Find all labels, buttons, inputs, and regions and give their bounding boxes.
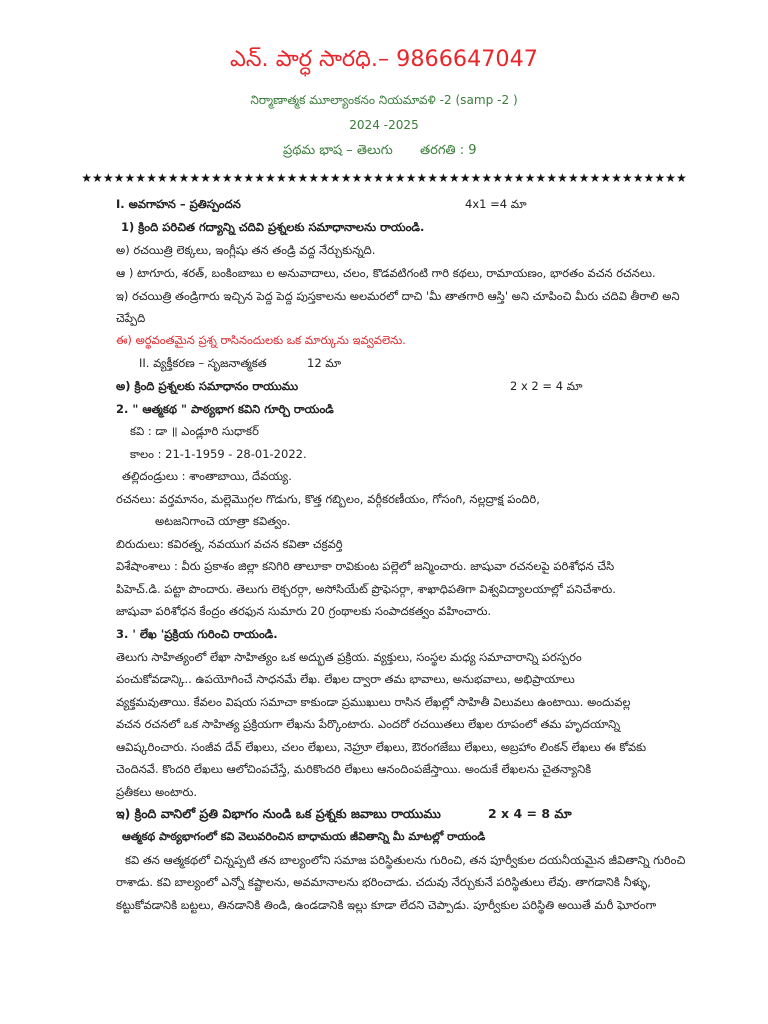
language-label: ప్రథమ భాష – తెలుగు [283, 143, 393, 158]
poet-details-line1: విశేషాంశాలు : వీరు ప్రకాశం జిల్లా కనిగిరి తాలూకా రావికుంట పల్లెలో జన్మించారు. జాషువా రచనలపై పరిశోధన చేసి [116, 559, 615, 573]
question-2: 2. " ఆత్మకథ " పాఠ్యభాగ కవిని గూర్చి రాయండి [116, 402, 334, 416]
answer-para-line1: కవి తన ఆత్మకథలో చిన్నప్పటి తన బాల్యంలోని సమాజ పరిస్థితులను గురించి, తన పూర్వీకుల దయనీయమైన జీవితాన్ని గురించి [125, 853, 686, 867]
letter-answer-line4: వచన రచనలో ఒక సాహిత్య ప్రక్రియగా లేఖను పేర్కొంటారు. ఎందరో రచయితలు లేఖల రూపంలో తమ హృదయాన్ని [116, 717, 621, 731]
answer-a: అ) రచయిత్రి లెక్కలు, ఇంగ్లీషు తన తండ్రి వద్ద నేర్చుకున్నది. [116, 243, 376, 257]
letter-answer-line2: పంచుకోవడాన్కి.. ఉపయోగించే సాధనమే లేఖ. లేఖల ద్వారా తమ భావాలు, అనుభవాలు, అభిప్రాయాలు [116, 672, 575, 686]
section2a-marks: 2 x 2 = 4 మా [510, 379, 583, 393]
author-title: ఎన్. పార్ధ సారధి.– 9866647047 [230, 46, 538, 72]
letter-answer-line3: వ్యక్తమవుతాయి. కేవలం విషయ సమాచా కాకుండా ప్రముఖులు రాసిన లేఖల్లో సాహితీ విలువలు ఉంటాయి. అందువల్ల [116, 695, 631, 709]
answer-ee-note: ఈ) అర్థవంతమైన ప్రశ్న రాసినందులకు ఒక మార్కును ఇవ్వవలెను. [116, 333, 406, 347]
subtitle: నిర్మాణాత్మక మూల్యాంకనం నియమావళి -2 (samp -2 ) [250, 93, 518, 107]
section2-marks: 12 మా [307, 356, 342, 370]
answer-para-line2: రాశాడు. కవి బాల్యంలో ఎన్నో కష్టాలను, అవమానాలను భరించాడు. చదువు నేర్చుకునే పరిస్థితులు లేవు. తాగడానికి నీళ్ళు, [116, 875, 651, 889]
section2a-question: అ) క్రింది ప్రశ్నలకు సమాధానం రాయుము [116, 379, 299, 393]
letter-answer-line1: తెలుగు సాహిత్యంలో లేఖా సాహిత్యం ఒక అద్భుత ప్రక్రియ. వ్యక్తులు, సంస్థల మధ్య సమాచారాన్ని పరస్పరం [116, 650, 582, 664]
question-3: 3. ' లేఖ 'ప్రక్రియ గురించి రాయండి. [116, 627, 278, 641]
section2i-question: ఇ) క్రింది వానిలో ప్రతి విభాగం నుండి ఒక ప్రశ్నకు జవాబు రాయుము [116, 806, 441, 821]
poet-details-line3: జాషువా పరిశోధన కేంద్రం తరఫున సుమారు 20 గ్రంథాలకు సంపాదకత్వం వహించారు. [116, 604, 492, 618]
poet-works-line2: అటజనిగాంచె యాత్రా కవిత్వం. [155, 514, 291, 528]
academic-year: 2024 -2025 [349, 118, 419, 132]
poet-period: కాలం : 21-1-1959 - 28-01-2022. [130, 447, 307, 461]
answer-aa: ఆ ) టాగూరు, శరత్, బంకింబాబు ల అనువాదాలు, చలం, కొడవటిగంటి గారి కథలు, రామాయణం, భారతం వచన రచనలు. [116, 266, 656, 280]
sub-question: ఆత్మకథ పాఠ్యభాగంలో కవి వెలువరించిన బాధామయ జీవితాన్ని మీ మాటల్లో రాయండి [122, 830, 486, 843]
poet-parents: తల్లిదండ్రులు : శాంతాబాయి, దేవయ్య. [122, 469, 292, 483]
letter-answer-line7: ప్రతీకలు అంటారు. [116, 785, 198, 799]
letter-answer-line5: ఆవిష్కరించారు. సంజీవ దేవ్ లేఖలు, చలం లేఖలు, నెహ్రూ లేఖలు, ఔరంగజేబు లేఖలు, అబ్రహాం లింకన్ లేఖలు ఈ కోవకు [116, 740, 647, 754]
section1-heading: I. అవగాహన – ప్రతిస్పందన [116, 197, 241, 211]
poet-titles: బిరుదులు: కవిరత్న, నవయుగ వచన కవితా చక్రవర్తి [116, 537, 343, 551]
poet-details-line2: పిహెచ్.డి. పట్టా పొందారు. తెలుగు లెక్చరర్గా, అసోసియేట్ ప్రొఫెసర్గా, శాఖాధిపతిగా విశ్వవిద్యాలయాల్లో పనిచేశారు. [116, 582, 616, 596]
section1-marks: 4x1 =4 మా [465, 197, 527, 211]
answer-para-line3: కట్టుకోవడానికి బట్టలు, తినడానికి తిండి, ఉండడానికి ఇల్లు కూడా లేదని చెప్పాడు. పూర్వీకుల పరిస్థితి అయితే మరీ ఘోరంగా [116, 898, 657, 912]
class-label: తరగతి : 9 [420, 143, 477, 158]
star-divider: ★★★★★★★★★★★★★★★★★★★★★★★★★★★★★★★★★★★★★★★★★★★★★★★★★★★★★★★★ [81, 171, 687, 185]
section2i-marks: 2 x 4 = 8 మా [488, 806, 572, 821]
answer-i-line2: చెప్పేది [116, 311, 146, 325]
answer-i-line1: ఇ) రచయిత్రి తండ్రిగారు ఇచ్చిన పెద్ద పెద్ద పుస్తకాలను అలమరలో దాచి 'మీ తాతగారి ఆస్తి' అని చూపించి మీరు చదివి తీరాలి అని [116, 289, 680, 303]
poet-works-line1: రచనలు: వర్తమానం, మల్లెమొగ్గల గొడుగు, కొత్త గబ్బిలం, వర్గీకరణీయం, గోసంగి, నల్లద్రాక్ష పందిరి, [116, 492, 540, 506]
question-1: 1) క్రింది పరిచిత గద్యాన్ని చదివి ప్రశ్నలకు సమాధానాలను రాయండి. [121, 220, 425, 234]
poet-name: కవి : డా ॥ ఎండ్లూరి సుధాకర్ [130, 424, 259, 438]
letter-answer-line6: చెందినవే. కొందరి లేఖలు ఆలోచింపచేస్తే, మరికొందరి లేఖలు ఆనందింపజేస్తాయి. అందుకే లేఖలను చైతన్యానికి [116, 762, 592, 776]
section2-heading: II. వ్యక్తీకరణ – సృజనాత్మకత [139, 356, 267, 370]
